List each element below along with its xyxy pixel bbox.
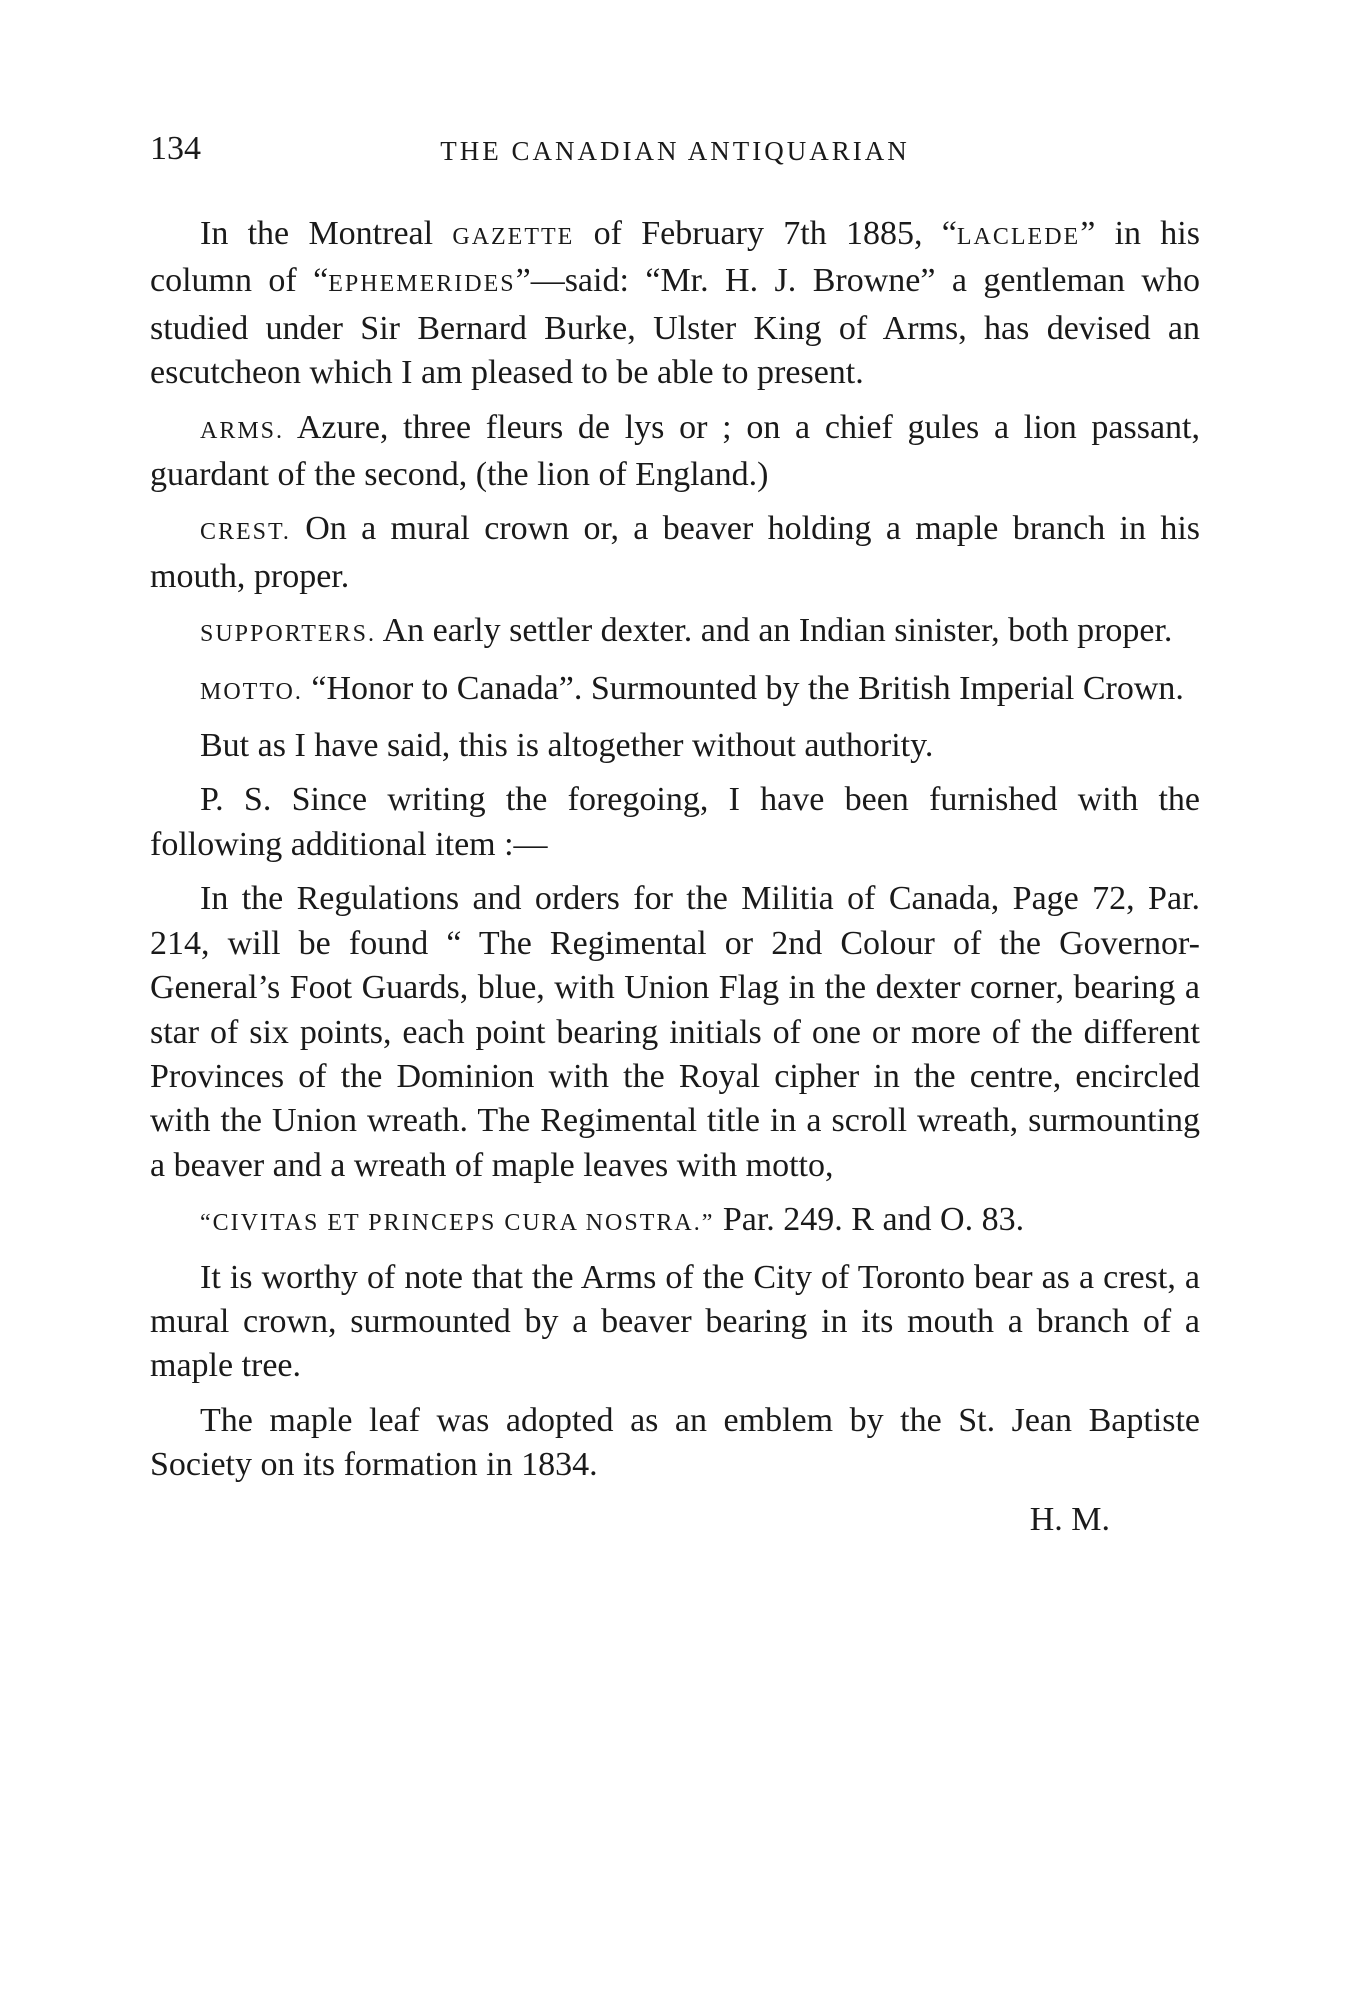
- crest-text: On a mural crown or, a beaver holding a maple branch in his mouth, proper.: [150, 510, 1200, 595]
- motto-label: MOTTO.: [200, 678, 303, 705]
- page-number: 134: [150, 130, 201, 167]
- arms-text: Azure, three fleurs de lys or ; on a chief gules a lion passant, guardant of the second, (the lion of England.): [150, 408, 1200, 494]
- paragraph-authority: But as I have said, this is altogether without authority.: [200, 727, 934, 765]
- civitas-motto: “CIVITAS ET PRINCEPS CURA NOSTRA.”: [200, 1210, 715, 1237]
- motto-text: “Honor to Canada”. Surmounted by the British Imperial Crown.: [302, 669, 1184, 707]
- gazette-text-1: In the Montreal: [200, 215, 453, 252]
- laclede-name: LACLEDE: [956, 224, 1081, 250]
- gazette-text-4: ”—said: “Mr. H. J. Browne” a gentleman who studied under Sir Bernard Burke, Ulster King of Arms, has devised an escutcheon which I am pleased to be able to present.: [150, 262, 1200, 392]
- civitas-reference: Par. 249. R and O. 83.: [714, 1201, 1025, 1239]
- ephemerides-name: EPHEMERIDES: [328, 271, 516, 298]
- paragraph-gazette: [150, 212, 1200, 396]
- supporters-label: SUPPORTERS.: [200, 621, 376, 648]
- crest-label: CREST.: [200, 519, 291, 546]
- paragraph-arms: [150, 406, 1200, 498]
- gazette-text-3: ” in his column of “: [150, 215, 1200, 300]
- body-text: [150, 212, 1200, 1552]
- gazette-text-2: of February 7th 1885, “: [574, 215, 957, 252]
- paragraph-maple-leaf: The maple leaf was adopted as an emblem by the St. Jean Baptiste Society on its formation in 1834.: [150, 1401, 1200, 1484]
- paragraph-motto: [150, 667, 1200, 714]
- paragraph-supporters: [150, 609, 1200, 656]
- arms-label: ARMS.: [200, 417, 285, 444]
- paragraph-crest: [150, 507, 1200, 599]
- supporters-text: An early settler dexter. and an Indian sinister, both proper.: [375, 612, 1173, 650]
- paragraph-ps: P. S. Since writing the foregoing, I have been furnished with the following additional item :—: [150, 781, 1200, 863]
- running-head: THE CANADIAN ANTIQUARIAN: [440, 136, 910, 166]
- gazette-name: GAZETTE: [452, 224, 575, 250]
- paragraph-regulations: In the Regulations and orders for the Militia of Canada, Page 72, Par. 214, will be found “ The Regimental or 2nd Colour of the Governor-General’s Foot Guards, blue, with Union Flag in the dexter corner, bearing a star of six points, each point bearing initials of one or more of the different Provinces of the Dominion with the Royal cipher in the centre, encircled with the Union wreath. The Regimental title in a scroll wreath, surmounting a beaver and a wreath of maple leaves with motto,: [150, 880, 1200, 1184]
- paragraph-civitas: [150, 1198, 1200, 1245]
- paragraph-toronto: It is worthy of note that the Arms of the City of Toronto bear as a crest, a mural crown, surmounted by a beaver bearing in its mouth a branch of a maple tree.: [150, 1258, 1200, 1385]
- signature: H. M.: [1029, 1500, 1110, 1538]
- page-header: [150, 130, 1200, 180]
